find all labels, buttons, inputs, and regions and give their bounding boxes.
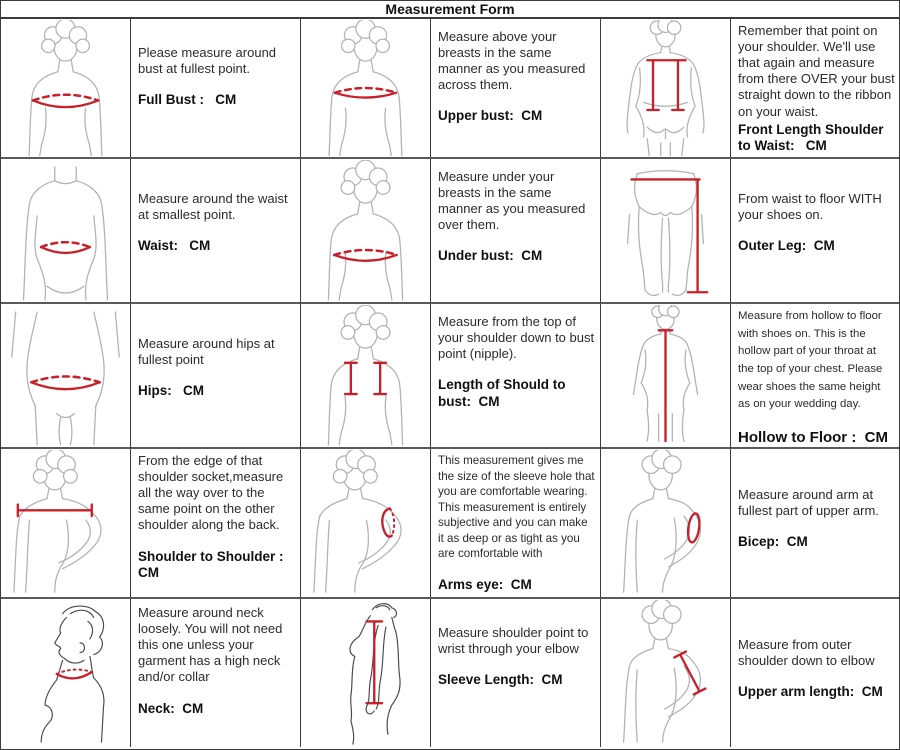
- measurement-description: Measure shoulder point to wrist through your elbow: [438, 625, 592, 657]
- waist-figure: [2, 160, 129, 301]
- outer-leg-figure: [602, 160, 729, 301]
- hips-figure: [2, 305, 129, 446]
- figure-cell: [601, 449, 731, 599]
- measurement-description: Measure around hips at fullest point: [138, 336, 279, 368]
- figure-cell: [601, 159, 731, 304]
- measurement-description: Please measure around bust at fullest point.: [138, 45, 280, 77]
- measurement-label: Outer Leg: CM: [738, 238, 835, 254]
- cell-hollow-to-floor: [731, 304, 899, 449]
- cell-shoulder-to-shoulder: [131, 449, 301, 599]
- measurement-grid: [1, 19, 899, 747]
- figure-cell: [1, 159, 131, 304]
- measurement-label: Waist: CM: [138, 238, 211, 254]
- measurement-label: Upper bust: CM: [438, 108, 543, 124]
- page-title: [1, 1, 899, 19]
- figure-cell: [1, 599, 131, 747]
- figure-cell: [301, 304, 431, 449]
- cell-outer-leg: [731, 159, 899, 304]
- measurement-label: Sleeve Length: CM: [438, 672, 563, 688]
- measurement-label: Hollow to Floor : CM: [738, 429, 888, 447]
- measurement-description: Measure around neck loosely. You will not need this one unless your garment has a high neck and/or collar: [138, 605, 286, 685]
- measurement-description: This measurement gives me the size of the sleeve hole that you are comfortable wearing. This measurement is entirely subjective and you can make it as deep or as tight as you are comfortable with: [438, 454, 598, 561]
- shoulder-to-bust-figure: [302, 305, 429, 446]
- figure-cell: [301, 19, 431, 159]
- cell-under-bust: [431, 159, 601, 304]
- measurement-description: Measure above your breasts in the same manner as you measured across them.: [438, 29, 590, 93]
- measurement-description: From the edge of that shoulder socket,measure all the way over to the same point on the other shoulder along the back.: [138, 453, 287, 533]
- measurement-description: From waist to floor WITH your shoes on.: [738, 191, 886, 223]
- figure-cell: [601, 19, 731, 159]
- cell-hips: [131, 304, 301, 449]
- measurement-label: Neck: CM: [138, 700, 204, 716]
- figure-cell: [1, 449, 131, 599]
- upper-arm-length-figure: [602, 600, 729, 746]
- measurement-label: Arms eye: CM: [438, 576, 532, 592]
- shoulder-to-shoulder-back-figure: [2, 450, 129, 596]
- measurement-description: Measure around arm at fullest part of upper arm.: [738, 487, 879, 519]
- cell-bicep: [731, 449, 899, 599]
- page-title-text: Measurement Form: [385, 1, 515, 17]
- measurement-label: Front Length Shoulder to Waist: CM: [738, 121, 888, 153]
- neck-profile-figure: [2, 600, 129, 746]
- cell-arms-eye: [431, 449, 601, 599]
- measurement-description: Measure from hollow to floor with shoes on. This is the hollow part of your throat at the top of your chest. Please wear shoes the same height as on your wedding day.: [738, 310, 886, 411]
- figure-cell: [301, 599, 431, 747]
- sleeve-length-figure: [302, 600, 429, 746]
- measurement-description: Measure from outer shoulder down to elbow: [738, 637, 875, 669]
- measurement-label: Full Bust : CM: [138, 92, 237, 108]
- cell-front-length: [731, 19, 899, 159]
- cell-shoulder-to-bust: [431, 304, 601, 449]
- under-bust-figure: [302, 160, 429, 301]
- figure-cell: [601, 304, 731, 449]
- bicep-figure: [602, 450, 729, 596]
- cell-upper-bust: [431, 19, 601, 159]
- cell-full-bust: [131, 19, 301, 159]
- cell-sleeve-length: [431, 599, 601, 747]
- measurement-description: Remember that point on your shoulder. We'll use that again and measure from there OVER your bust straight down to the ribbon on your waist.: [738, 23, 899, 119]
- measurement-label: Upper arm length: CM: [738, 684, 883, 700]
- figure-cell: [1, 304, 131, 449]
- figure-cell: [301, 449, 431, 599]
- front-bust-figure: [2, 20, 129, 156]
- measurement-label: Shoulder to Shoulder : CM: [138, 548, 288, 580]
- figure-cell: [301, 159, 431, 304]
- measurement-label: Hips: CM: [138, 383, 204, 399]
- back-shoulder-to-waist-figure: [602, 20, 729, 156]
- figure-cell: [1, 19, 131, 159]
- measurement-label: Under bust: CM: [438, 248, 543, 264]
- measurement-description: Measure from the top of your shoulder down to bust point (nipple).: [438, 314, 598, 362]
- measurement-description: Measure under your breasts in the same manner as you measured over them.: [438, 169, 590, 233]
- figure-cell: [601, 599, 731, 747]
- measurement-label: Length of Should to bust: CM: [438, 377, 570, 409]
- hollow-to-floor-figure: [602, 305, 729, 446]
- upper-bust-figure: [302, 20, 429, 156]
- cell-waist: [131, 159, 301, 304]
- cell-upper-arm-length: [731, 599, 899, 747]
- measurement-label: Bicep: CM: [738, 534, 808, 550]
- arms-eye-figure: [302, 450, 429, 596]
- measurement-description: Measure around the waist at smallest point.: [138, 191, 292, 223]
- cell-neck: [131, 599, 301, 747]
